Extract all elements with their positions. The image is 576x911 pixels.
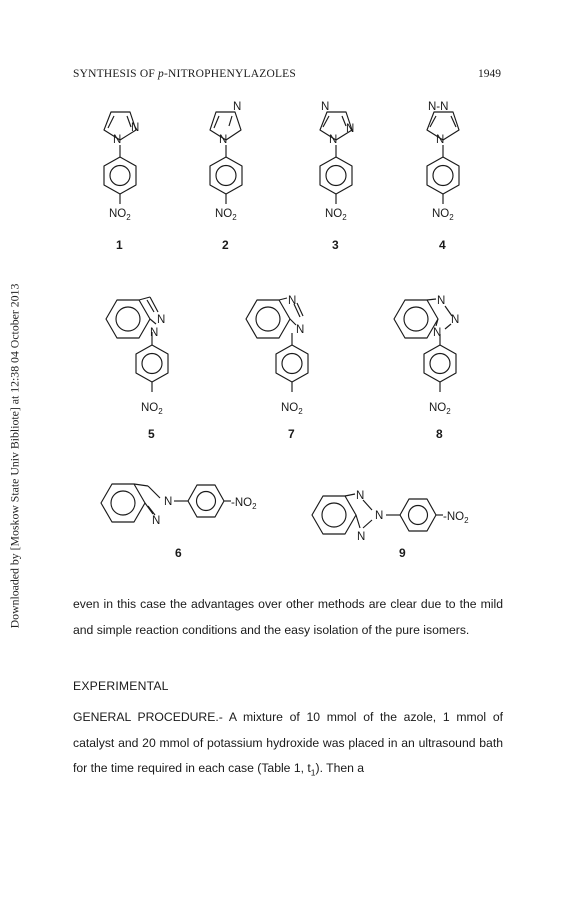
atom-label-n: N bbox=[296, 324, 305, 336]
section-heading: EXPERIMENTAL bbox=[73, 679, 169, 693]
atom-label-n: N bbox=[131, 122, 140, 134]
compound-number: 6 bbox=[175, 546, 182, 560]
atom-label-n: N bbox=[150, 327, 159, 339]
structure-7 bbox=[246, 298, 308, 392]
compound-number: 4 bbox=[439, 238, 446, 252]
atom-label-n: N bbox=[356, 490, 365, 502]
nitro-label: $NO_2$ bbox=[281, 402, 303, 416]
nitro-label: $NO_2$ bbox=[215, 208, 237, 222]
nitro-label: $NO_2$ bbox=[325, 208, 347, 222]
atom-label-n: N bbox=[152, 515, 161, 527]
atom-label-n: N bbox=[164, 496, 173, 508]
atom-label-n: N bbox=[329, 134, 338, 146]
body-paragraph: even in this case the advantages over other methods are clear due to the mild and simple reaction conditions and the easy isolation of the pure isomers. bbox=[73, 597, 503, 637]
structure-4 bbox=[427, 112, 459, 204]
nitro-label: $NO_2$ bbox=[141, 402, 163, 416]
nitro-label: $-NO_2$ bbox=[443, 511, 469, 525]
structure-8 bbox=[394, 299, 456, 392]
compound-number: 1 bbox=[116, 238, 123, 252]
compound-number: 9 bbox=[399, 546, 406, 560]
atom-label-n-n: N-N bbox=[428, 101, 449, 113]
atom-label-n: N bbox=[375, 510, 384, 522]
nitro-label: $-NO_2$ bbox=[231, 497, 257, 511]
atom-label-n: N bbox=[451, 314, 460, 326]
atom-label-n: N bbox=[157, 314, 166, 326]
body-paragraph: GENERAL PROCEDURE.- A mixture of 10 mmol of the azole, 1 mmol of catalyst and 20 mmol of potassium hydroxide was placed in an ultrasound bath for the time required in each case (Table 1, $t_1$). Then a bbox=[73, 710, 503, 778]
compound-number: 7 bbox=[288, 427, 295, 441]
structure-5 bbox=[106, 297, 168, 392]
atom-label-n: N bbox=[433, 327, 442, 339]
nitro-label: $NO_2$ bbox=[429, 402, 451, 416]
atom-label-n: N bbox=[346, 123, 355, 135]
atom-label-n: N bbox=[288, 295, 297, 307]
page-number: 1949 bbox=[478, 68, 501, 80]
nitro-label: $NO_2$ bbox=[432, 208, 454, 222]
compound-number: 5 bbox=[148, 427, 155, 441]
atom-label-n: N bbox=[219, 134, 228, 146]
atom-label-n: N bbox=[233, 101, 242, 113]
compound-number: 2 bbox=[222, 238, 229, 252]
compound-number: 3 bbox=[332, 238, 339, 252]
nitro-label: $NO_2$ bbox=[109, 208, 131, 222]
atom-label-n: N bbox=[113, 134, 122, 146]
structure-2 bbox=[210, 112, 242, 204]
running-title: SYNTHESIS OF p-NITROPHENYLAZOLES bbox=[73, 68, 297, 80]
atom-label-n: N bbox=[321, 101, 330, 113]
compound-number: 8 bbox=[436, 427, 443, 441]
atom-label-n: N bbox=[357, 531, 366, 543]
download-notice: Downloaded by [Moskow State Univ Bibliote] at 12:38 04 October 2013 bbox=[7, 283, 22, 628]
atom-label-n: N bbox=[436, 134, 445, 146]
atom-label-n: N bbox=[437, 295, 446, 307]
